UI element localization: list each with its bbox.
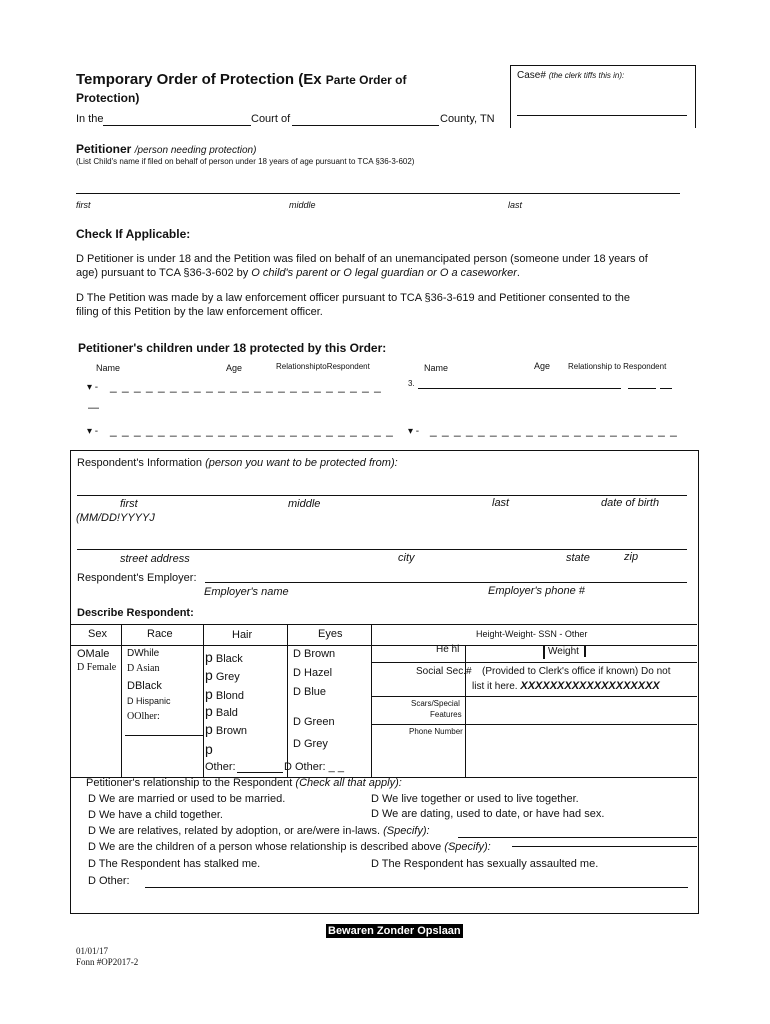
children-heading: Petitioner's children under 18 protected by this Order: [78, 341, 387, 355]
save-stamp[interactable]: Bewaren Zonder Opslaan [328, 925, 461, 937]
form-title: Temporary Order of Protection (Ex Parte Order of [76, 71, 407, 88]
height-label: He hl [436, 644, 460, 655]
features-label: Features [430, 710, 462, 719]
respondent-info-label: Respondent's Information (person you want to be protected from): [77, 457, 398, 469]
race-black-option[interactable]: DBlack [127, 680, 162, 692]
check-option-officer-line2: filing of this Petition by the law enforcement officer. [76, 306, 323, 318]
respondent-address-field[interactable] [77, 549, 687, 550]
weight-marker [543, 646, 545, 659]
rel-children-of-option[interactable]: D We are the children of a person whose relationship is described above (Specify): [88, 841, 491, 853]
respondent-dob-format: (MM/DD!YYYYJ [76, 512, 155, 524]
table-header-bottom [70, 645, 697, 646]
describe-respondent-heading: Describe Respondent: [77, 607, 194, 619]
sex-female-option[interactable]: D Female [77, 662, 117, 673]
child-3-rel-field[interactable] [660, 388, 672, 389]
table-col-4 [371, 624, 372, 777]
respondent-state-label: state [566, 552, 590, 564]
respondent-zip-label: zip [624, 551, 639, 563]
respondent-city-label: city [398, 552, 415, 564]
respondent-middle-label: middle [288, 498, 321, 510]
child-2-field[interactable]: _ _ _ _ _ _ _ _ _ _ _ _ _ _ _ _ _ _ _ _ _ _ _ _ [110, 423, 394, 437]
child-stray-mark: — [88, 402, 99, 414]
county-tn-label: County, TN [440, 113, 495, 125]
hair-other-field[interactable] [237, 772, 283, 773]
rel-child-option[interactable]: D We have a child together. [88, 809, 223, 821]
weight-field[interactable] [584, 645, 586, 657]
petitioner-label: Petitioner /person needing protection) [76, 142, 257, 156]
child-2-bullet: ▾ - [87, 426, 99, 437]
table-col-3 [287, 624, 288, 777]
race-other-field[interactable] [125, 735, 203, 736]
rel-relatives-option[interactable]: D We are relatives, related by adoption, or are/were in-laws. (Specify): [88, 825, 430, 837]
relationship-heading: Petitioner's relationship to the Respondent (Check all that apply): [86, 777, 402, 789]
rel-live-together-option[interactable]: D We live together or used to live together. [371, 793, 579, 805]
eyes-blue-option[interactable]: D Blue [293, 686, 327, 698]
table-col-1 [121, 624, 122, 777]
table-header-hair: Hair [232, 629, 253, 641]
children-col-relationship: RelationshiptoRespondent [276, 362, 370, 371]
hair-blank-option[interactable]: p [205, 741, 213, 757]
case-box-right [695, 65, 696, 128]
child-3-number: 3. [408, 379, 415, 388]
case-box-left [510, 65, 511, 128]
petitioner-middle-label: middle [289, 200, 316, 210]
court-of-label: Court of [251, 113, 291, 125]
race-white-option[interactable]: DWhile [127, 648, 160, 659]
child-4-bullet: ▾ - [408, 426, 420, 437]
respondent-name-field[interactable] [77, 495, 687, 496]
footer-form-number: Fonn #OP2017-2 [76, 957, 139, 967]
child-3-field[interactable] [418, 388, 621, 389]
county-field[interactable] [292, 125, 439, 126]
petitioner-instructions: (List Child's name if filed on behalf of person under 18 years of age pursuant to TCA §36-3-602) [76, 157, 415, 166]
table-row-line-2 [371, 696, 697, 697]
child-4-field[interactable]: _ _ _ _ _ _ _ _ _ _ _ _ _ _ _ _ _ _ _ _ _ [430, 423, 678, 437]
rel-other-option[interactable]: D Other: [88, 875, 130, 887]
rel-married-option[interactable]: D We are married or used to be married. [88, 793, 286, 805]
rel-children-of-field[interactable] [512, 846, 697, 847]
hair-bald-option[interactable]: p Bald [205, 703, 238, 719]
children-col-name: Name [96, 363, 121, 373]
hair-blond-option[interactable]: p Blond [205, 686, 244, 702]
check-option-minor-line1[interactable]: D Petitioner is under 18 and the Petition was filed on behalf of an unemancipated person (someone under 18 years of [76, 253, 648, 265]
children-col-relationship-2: Relationship to Respondent [568, 362, 667, 371]
table-row-line-3 [371, 724, 697, 725]
race-hispanic-option[interactable]: D Hispanic [127, 696, 171, 706]
hair-black-option[interactable]: p Black [205, 649, 243, 665]
respondent-last-label: last [492, 497, 510, 509]
table-row-line-1 [371, 662, 697, 663]
respondent-employer-label: Respondent's Employer: [77, 572, 197, 584]
respondent-employer-field[interactable] [205, 582, 687, 583]
rel-other-field[interactable] [145, 887, 688, 888]
in-the-label: In the [76, 113, 104, 125]
table-header-eyes: Eyes [318, 628, 343, 640]
eyes-other-option[interactable]: D Other: _ _ [284, 761, 344, 773]
hair-brown-option[interactable]: p Brown [205, 721, 248, 737]
children-col-name-2: Name [424, 363, 449, 373]
eyes-hazel-option[interactable]: D Hazel [293, 667, 333, 679]
check-option-minor-line2: age) pursuant to TCA §36-3-602 by O child's parent or O legal guardian or O a caseworker. [76, 267, 520, 279]
weight-label: Weight [548, 646, 579, 657]
eyes-grey-option[interactable]: D Grey [293, 738, 328, 750]
rel-relatives-field[interactable] [458, 837, 697, 838]
petitioner-last-label: last [508, 200, 523, 210]
court-type-field[interactable] [103, 125, 251, 126]
employer-phone-label: Employer's phone # [488, 585, 585, 597]
eyes-green-option[interactable]: D Green [293, 716, 335, 728]
eyes-brown-option[interactable]: D Brown [293, 648, 336, 660]
table-header-sex: Sex [88, 628, 107, 640]
respondent-street-label: street address [120, 553, 190, 565]
child-3-age-field[interactable] [628, 388, 656, 389]
employer-name-label: Employer's name [204, 586, 289, 598]
race-asian-option[interactable]: D Asian [127, 663, 160, 674]
hair-grey-option[interactable]: p Grey [205, 667, 240, 683]
hair-other-option[interactable]: Other: [205, 761, 236, 773]
check-option-officer-line1[interactable]: D The Petition was made by a law enforcement officer pursuant to TCA §36-3-619 and Petitioner consented to the [76, 292, 630, 304]
table-col-5 [465, 645, 466, 777]
check-heading: Check If Applicable: [76, 227, 191, 241]
ssn-label: Social Sec.# [416, 666, 472, 677]
form-title-line2: Protection) [76, 91, 140, 105]
children-col-age-2: Age [534, 361, 551, 371]
child-1-field[interactable]: _ _ _ _ _ _ _ _ _ _ _ _ _ _ _ _ _ _ _ _ _ _ _ [110, 379, 382, 393]
footer-date: 01/01/17 [76, 946, 109, 956]
respondent-first-label: first [120, 498, 138, 510]
case-box-top [510, 65, 695, 66]
rel-stalked-option[interactable]: D The Respondent has stalked me. [88, 858, 261, 870]
case-number-field[interactable] [517, 115, 687, 116]
phone-number-label: Phone Number [409, 727, 463, 736]
petitioner-name-field[interactable] [76, 193, 680, 194]
petitioner-first-label: first [76, 200, 91, 210]
sex-male-option[interactable]: OMale [77, 648, 110, 660]
table-top [70, 624, 697, 625]
table-header-race: Race [147, 628, 173, 640]
child-1-bullet: ▾ - [87, 382, 99, 393]
table-header-other: Height-Weight- SSN - Other [476, 629, 588, 639]
case-number-label: Case# (the clerk tiffs this in): [517, 70, 625, 81]
rel-assaulted-option[interactable]: D The Respondent has sexually assaulted me. [371, 858, 599, 870]
ssn-note-line2: list it here. XXXXXXXXXXXXXXXXXXX [472, 680, 660, 692]
rel-dating-option[interactable]: D We are dating, used to date, or have had sex. [371, 808, 605, 820]
children-col-age: Age [226, 363, 243, 373]
ssn-note-line1: (Provided to Clerk's office if known) Do not [482, 666, 671, 677]
respondent-dob-label: date of birth [601, 497, 660, 509]
scars-label: Scars/Special [411, 699, 460, 708]
table-col-2 [203, 624, 204, 777]
race-other-option[interactable]: OOlher: [127, 711, 160, 722]
